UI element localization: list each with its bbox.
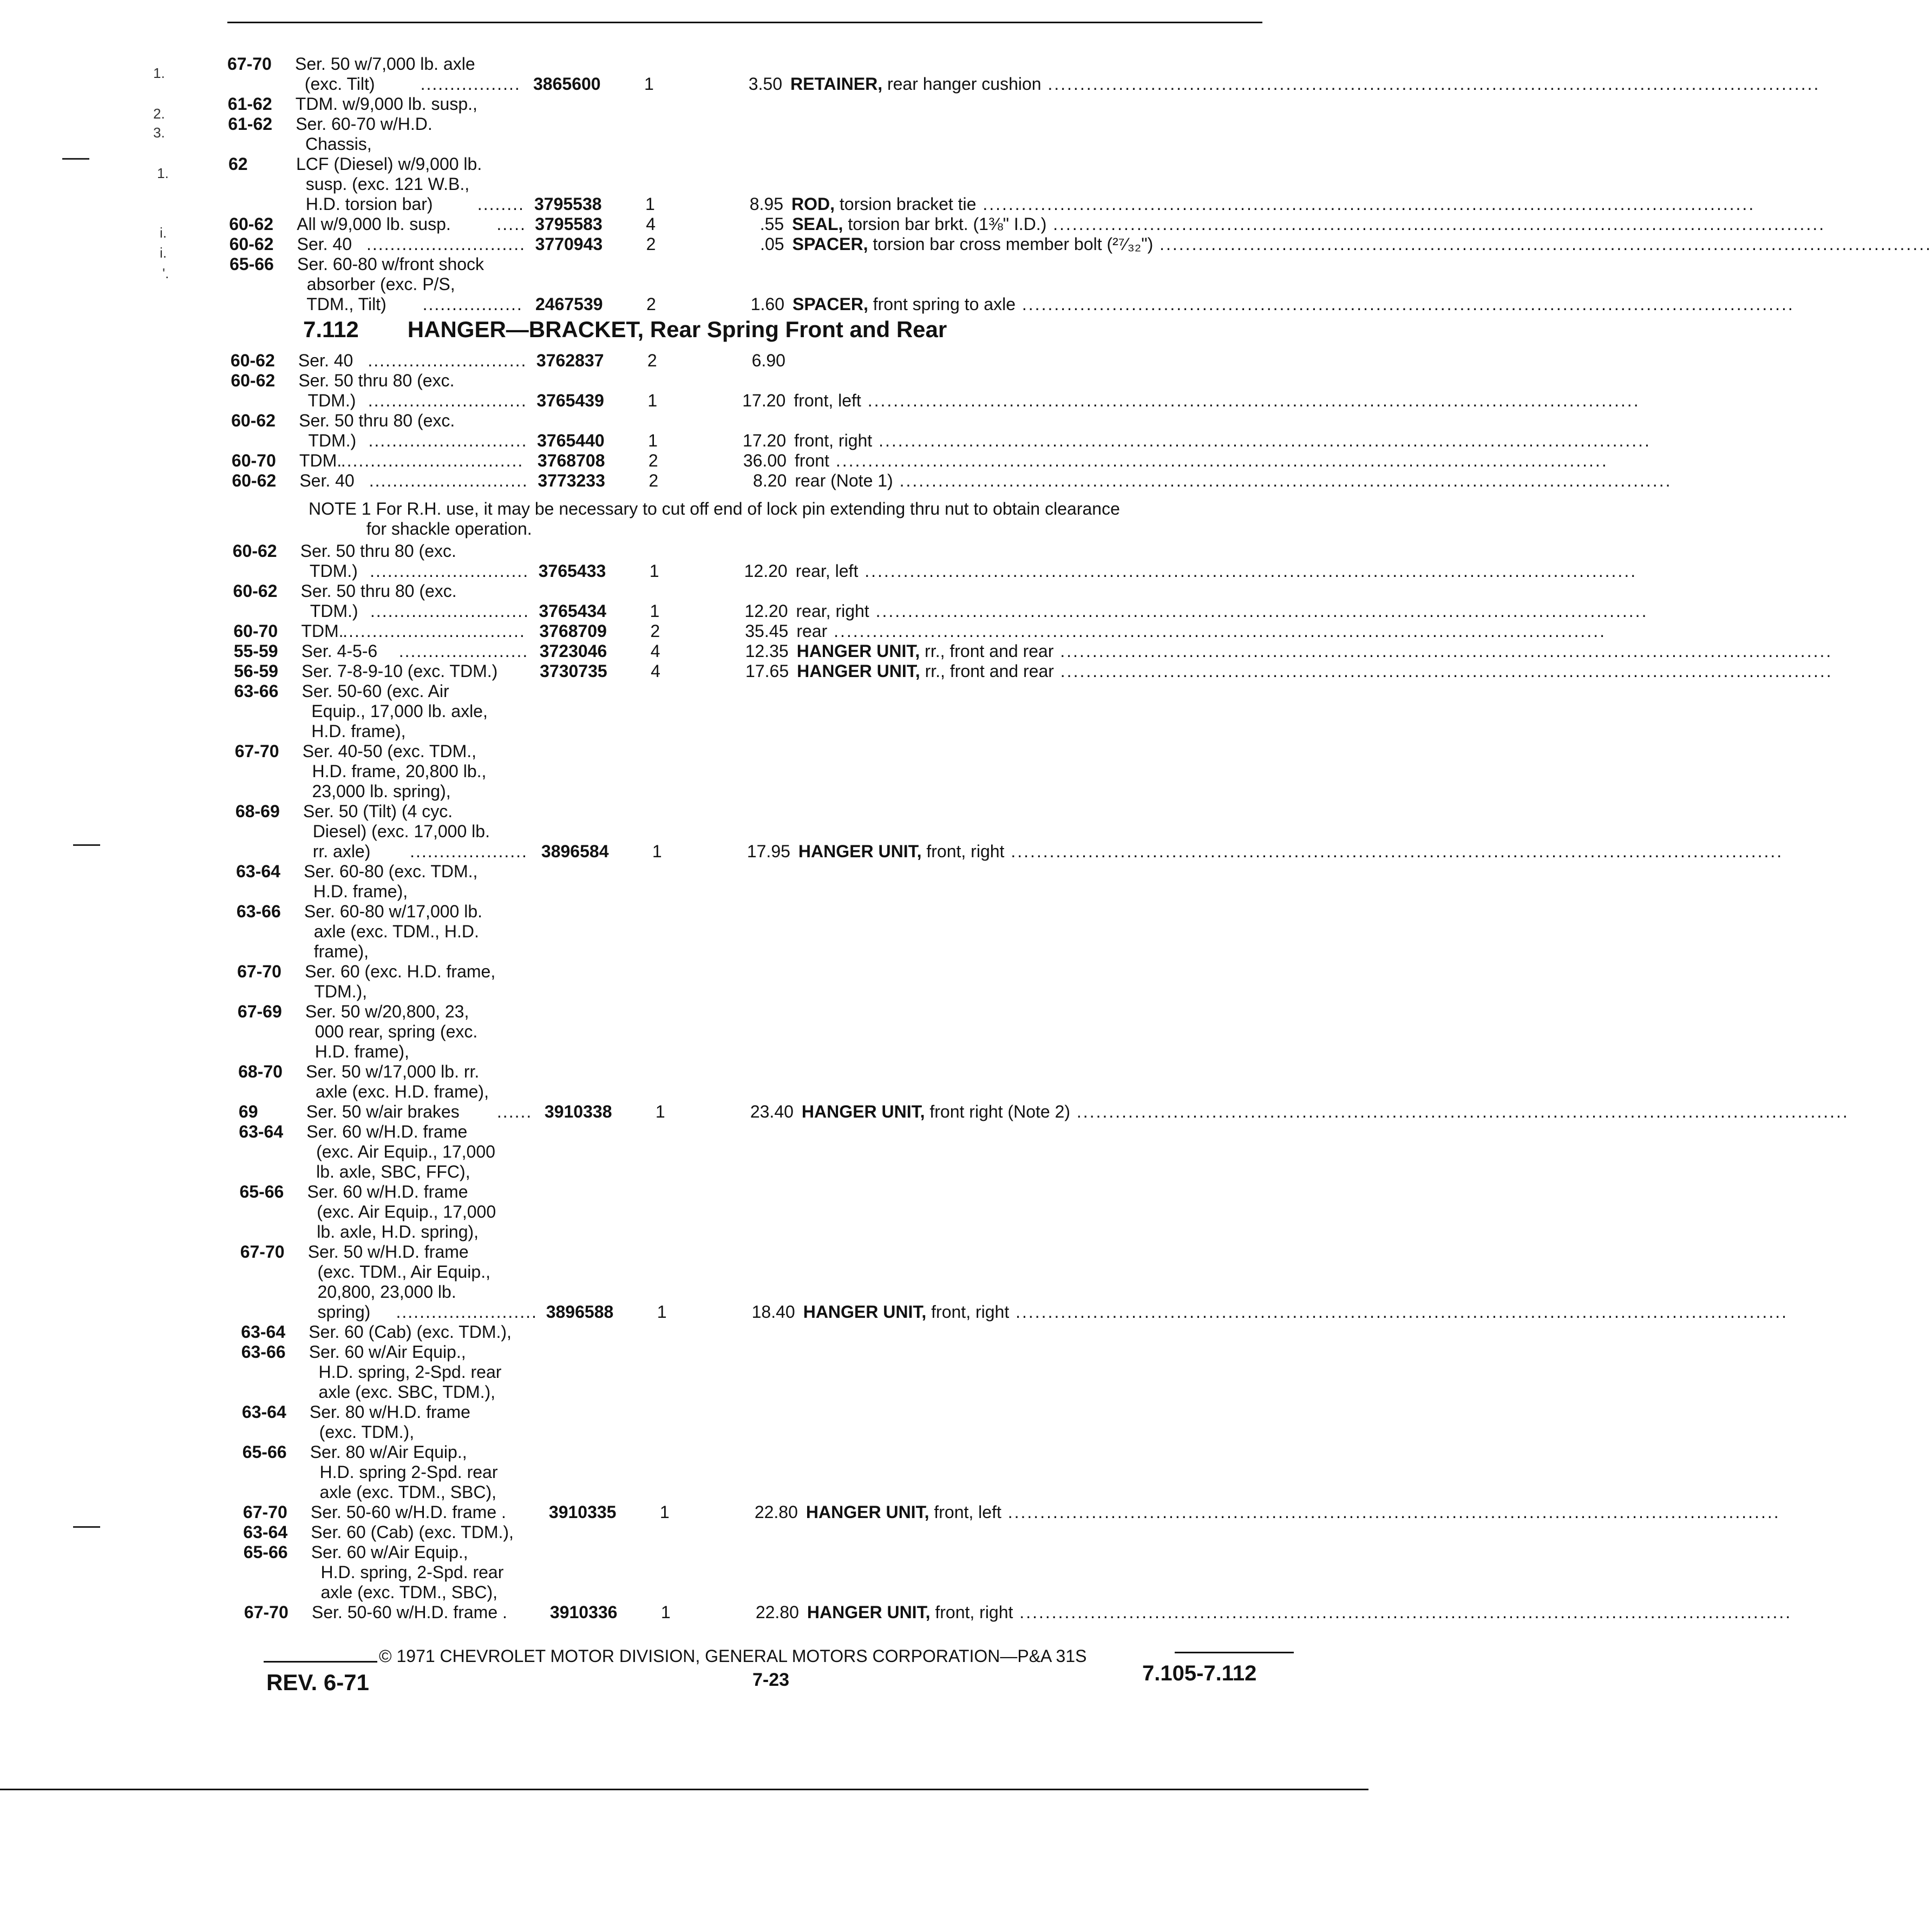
model-description: rr. axle) [303, 842, 371, 861]
price: .55 [759, 214, 784, 234]
quantity: 1 [645, 194, 655, 214]
model-years: 60-62 [232, 471, 277, 490]
model-description: 20,800, 23,000 lb. [307, 1282, 456, 1302]
part-description [796, 601, 1648, 621]
part-description [796, 621, 1606, 641]
part-number: 3765433 [538, 561, 606, 581]
model-description: Ser. 60-70 w/H.D. [296, 114, 433, 134]
model-description: Ser. 50 w/20,800, 23, [305, 1002, 469, 1021]
margin-mark: i. [160, 245, 167, 261]
part-description [807, 1602, 1792, 1622]
part-description [792, 234, 1932, 254]
part-detail: front, left [934, 1502, 1001, 1522]
price: 17.20 [742, 391, 786, 410]
model-years: 60-62 [229, 234, 274, 254]
model-description: Ser. 50 thru 80 (exc. [300, 541, 456, 561]
part-name: HANGER UNIT, [807, 1602, 931, 1622]
model-years: 60-70 [233, 621, 278, 641]
model-description: axle (exc. TDM., H.D. [304, 922, 479, 941]
part-detail: rr., front and rear [925, 641, 1054, 661]
model-description: 23,000 lb. spring), [302, 781, 451, 801]
note-1-line-2: for shackle operation. [309, 519, 532, 538]
model-description: Ser. 40 [297, 234, 352, 254]
model-years: 60-62 [229, 214, 274, 234]
part-name: SPACER, [792, 294, 868, 314]
model-years: 63-64 [239, 1122, 284, 1141]
part-number: 3910338 [544, 1102, 612, 1121]
model-years: 63-64 [243, 1522, 288, 1542]
model-description: TDM. [301, 621, 344, 641]
footer-page-number: 7-23 [752, 1670, 790, 1690]
leader-dots: ........................................................................................................................ [869, 601, 1648, 621]
model-years: 65-66 [243, 1542, 288, 1562]
quantity: 1 [647, 391, 658, 410]
part-detail: torsion bar brkt. (1⅜" I.D.) [848, 214, 1047, 234]
model-years: 63-66 [236, 902, 281, 921]
model-description: Equip., 17,000 lb. axle, [302, 701, 488, 721]
part-number: 3896588 [546, 1302, 614, 1322]
margin-mark: 3. [153, 124, 165, 141]
model-description: H.D. frame), [305, 1042, 409, 1061]
part-number: 3896584 [541, 842, 609, 861]
footer-copyright: © 1971 CHEVROLET MOTOR DIVISION, GENERAL MOTORS CORPORATION—P&A 31S [379, 1646, 1087, 1666]
model-years: 65-66 [229, 254, 274, 274]
leader-dots: ..... [496, 214, 526, 234]
part-detail: front, right [935, 1602, 1013, 1622]
quantity: 1 [657, 1302, 667, 1322]
price: 17.65 [745, 661, 789, 681]
part-description [796, 641, 1833, 661]
leader-dots: ........................ [396, 1302, 538, 1322]
model-description: TDM. [299, 451, 342, 470]
model-years: 63-66 [234, 681, 279, 701]
part-number: 3730735 [540, 661, 607, 681]
quantity: 1 [644, 74, 654, 94]
model-years: 67-70 [240, 1242, 285, 1262]
model-description: Ser. 60 w/Air Equip., [309, 1342, 466, 1362]
model-years: 60-62 [231, 411, 276, 430]
part-number: 3765439 [536, 391, 604, 410]
price: 6.90 [751, 351, 785, 370]
model-description: susp. (exc. 121 W.B., [296, 174, 470, 194]
leader-dots: ........................................................................................................................ [1041, 74, 1820, 94]
model-description: TDM.), [305, 982, 368, 1001]
model-description: Ser. 7-8-9-10 (exc. TDM.) [302, 661, 498, 681]
margin-dash [73, 844, 100, 846]
quantity: 1 [659, 1502, 670, 1522]
leader-dots: ........................... [369, 471, 528, 490]
leader-dots: ........................................................................................................................ [1153, 234, 1932, 254]
part-name: HANGER UNIT, [798, 842, 922, 861]
model-description: lb. axle, SBC, FFC), [306, 1162, 470, 1181]
leader-dots: ........................................................................................................................ [1016, 294, 1795, 314]
leader-dots: ................. [420, 74, 521, 94]
margin-dash [73, 1526, 100, 1528]
model-description: Ser. 60 w/Air Equip., [311, 1542, 468, 1562]
model-years: 56-59 [234, 661, 278, 681]
price: 8.95 [749, 194, 783, 214]
quantity: 4 [646, 214, 656, 234]
model-description: H.D. frame, 20,800 lb., [302, 761, 487, 781]
part-number: 3723046 [539, 641, 607, 661]
model-description: Ser. 50 (Tilt) (4 cyc. [303, 802, 453, 821]
model-description: Ser. 50-60 w/H.D. frame . [310, 1502, 506, 1522]
part-detail: front [794, 451, 829, 470]
model-description: (exc. Tilt) [295, 74, 375, 94]
model-description: Ser. 40-50 (exc. TDM., [302, 741, 476, 761]
margin-mark: i. [160, 225, 167, 241]
part-name: SPACER, [792, 234, 868, 254]
footer-section-range: 7.105-7.112 [1142, 1661, 1257, 1685]
model-description: (exc. Air Equip., 17,000 [307, 1202, 496, 1221]
part-number: 3910336 [549, 1602, 618, 1622]
model-years: 65-66 [242, 1442, 287, 1462]
part-description [797, 661, 1833, 681]
part-name: ROD, [791, 194, 835, 214]
leader-dots: ........................... [370, 561, 529, 581]
part-number: 3910335 [548, 1502, 617, 1522]
quantity: 1 [649, 561, 659, 581]
model-description: H.D. spring 2-Spd. rear [310, 1462, 498, 1482]
leader-dots: ........................................................................................................................ [976, 194, 1756, 214]
model-description: (exc. TDM., Air Equip., [307, 1262, 490, 1282]
part-description [805, 1502, 1780, 1522]
price: 12.20 [744, 561, 788, 581]
model-description: axle (exc. TDM., SBC), [310, 1482, 497, 1502]
model-description: LCF (Diesel) w/9,000 lb. [296, 154, 482, 174]
part-description [803, 1302, 1788, 1322]
price: 3.50 [748, 74, 782, 94]
model-description: lb. axle, H.D. spring), [307, 1222, 479, 1241]
margin-dash [62, 158, 89, 160]
margin-mark: '. [162, 265, 169, 281]
quantity: 2 [649, 471, 659, 490]
quantity: 2 [646, 234, 656, 254]
model-description: Ser. 60 (Cab) (exc. TDM.), [309, 1322, 512, 1342]
model-description: Ser. 40 [299, 471, 355, 490]
leader-dots: ........................................................................................................................ [872, 431, 1651, 450]
price: 17.20 [743, 431, 787, 450]
leader-dots: ........................................................................................................................ [1070, 1102, 1849, 1121]
model-years: 67-69 [237, 1002, 282, 1021]
quantity: 2 [647, 351, 657, 370]
model-years: 67-70 [227, 54, 272, 74]
model-description: Ser. 60-80 (exc. TDM., [304, 862, 478, 881]
quantity: 1 [648, 431, 658, 450]
part-number: 3768709 [539, 621, 607, 641]
part-detail: front, right [794, 431, 873, 450]
price: 12.35 [745, 641, 789, 661]
model-years: 63-64 [236, 862, 280, 881]
price: 1.60 [750, 294, 784, 314]
leader-dots: ........................................................................................................................ [827, 621, 1606, 641]
model-years: 67-70 [234, 741, 279, 761]
part-name: HANGER UNIT, [797, 661, 920, 681]
part-detail: rear [796, 621, 828, 641]
leader-dots: ............................... [340, 451, 524, 470]
model-description: H.D. frame), [302, 721, 406, 741]
part-number: 3770943 [535, 234, 603, 254]
part-detail: rear, right [796, 601, 869, 621]
leader-dots: ........................................................................................................................ [1053, 661, 1833, 681]
leader-dots: ...................... [398, 641, 529, 661]
model-years: 67-70 [243, 1502, 287, 1522]
model-years: 68-69 [235, 802, 280, 821]
model-description: Ser. 60 w/H.D. frame [306, 1122, 468, 1141]
leader-dots: ........................................................................................................................ [861, 391, 1640, 410]
part-number: 3795538 [534, 194, 602, 214]
section-number: 7.112 [303, 317, 359, 342]
footer-rule-left [264, 1661, 377, 1663]
model-years: 60-62 [232, 541, 277, 561]
part-description [794, 451, 1608, 471]
part-detail: rear (Note 1) [795, 471, 893, 490]
margin-mark: 2. [153, 106, 165, 122]
price: 23.40 [750, 1102, 794, 1121]
part-number: 3765434 [539, 601, 607, 621]
part-number: 3768708 [537, 451, 605, 470]
part-name: RETAINER, [790, 74, 883, 94]
model-description: Ser. 60 w/H.D. frame [307, 1182, 468, 1201]
part-name: HANGER UNIT, [796, 641, 920, 661]
quantity: 2 [646, 294, 656, 314]
model-description: Ser. 50-60 (exc. Air [302, 681, 449, 701]
model-description: Ser. 50 thru 80 (exc. [300, 581, 457, 601]
part-detail: rear hanger cushion [887, 74, 1042, 94]
leader-dots: ................. [422, 294, 523, 314]
model-years: 60-62 [230, 351, 275, 370]
model-years: 63-64 [241, 1322, 286, 1342]
quantity: 1 [660, 1602, 671, 1622]
model-years: 69 [238, 1102, 258, 1121]
quantity: 1 [655, 1102, 665, 1121]
price: 8.20 [753, 471, 787, 490]
price: 36.00 [743, 451, 787, 470]
part-number: 3765440 [537, 431, 605, 450]
top-rule [227, 22, 1262, 23]
part-detail: torsion bar cross member bolt (²⁷⁄₃₂") [873, 234, 1154, 254]
model-description: All w/9,000 lb. susp. [297, 214, 451, 234]
quantity: 4 [650, 641, 660, 661]
model-years: 68-70 [238, 1062, 283, 1081]
leader-dots: ........ [477, 194, 525, 214]
model-description: Diesel) (exc. 17,000 lb. [303, 822, 490, 841]
part-number: 3762837 [536, 351, 604, 370]
part-detail: front, left [794, 391, 861, 410]
footer-rule-right [1175, 1652, 1294, 1653]
footer-revision: REV. 6-71 [266, 1670, 369, 1695]
price: 35.45 [745, 621, 789, 641]
section-title [303, 317, 947, 343]
part-number: 3773233 [538, 471, 605, 490]
model-description: Ser. 60 (Cab) (exc. TDM.), [311, 1522, 514, 1542]
part-number: 3795583 [535, 214, 602, 234]
leader-dots: ........................... [368, 431, 528, 450]
price: 22.80 [755, 1602, 799, 1622]
part-description [790, 74, 1820, 94]
part-name: HANGER UNIT, [805, 1502, 929, 1522]
leader-dots: ........................... [368, 391, 527, 410]
leader-dots: ........................... [368, 351, 527, 370]
model-description: Ser. 50-60 w/H.D. frame . [311, 1602, 507, 1622]
model-years: 65-66 [239, 1182, 284, 1201]
model-description: TDM., Tilt) [297, 294, 387, 314]
part-description [794, 431, 1651, 451]
part-description [798, 842, 1784, 862]
section-heading: HANGER—BRACKET, Rear Spring Front and Rear [407, 317, 947, 342]
note-1-line-1: NOTE 1 For R.H. use, it may be necessary to cut off end of lock pin extending thru nut to obtain clearance [309, 499, 1120, 518]
model-description: Ser. 50 thru 80 (exc. [298, 371, 455, 390]
part-description [794, 391, 1640, 411]
model-description: axle (exc. TDM., SBC), [311, 1582, 498, 1602]
part-description [795, 471, 1672, 491]
model-description: Chassis, [296, 134, 372, 154]
model-description: H.D. spring, 2-Spd. rear [311, 1562, 504, 1582]
model-years: 55-59 [233, 641, 278, 661]
quantity: 1 [650, 601, 660, 621]
model-description: axle (exc. H.D. frame), [306, 1082, 489, 1101]
model-description: (exc. Air Equip., 17,000 [306, 1142, 495, 1161]
model-description: (exc. TDM.), [309, 1422, 415, 1442]
leader-dots: ........................................................................................................................ [829, 451, 1608, 470]
part-number: 3865600 [533, 74, 601, 94]
model-description: Ser. 4-5-6 [301, 641, 378, 661]
model-description: frame), [304, 942, 369, 961]
model-description: TDM.) [298, 391, 356, 410]
price: 18.40 [751, 1302, 795, 1322]
leader-dots: .................... [410, 842, 528, 861]
quantity: 2 [648, 451, 658, 470]
quantity: 2 [650, 621, 660, 641]
part-detail: front, right [931, 1302, 1010, 1322]
part-detail: rr., front and rear [925, 661, 1054, 681]
margin-mark: 1. [153, 65, 165, 81]
model-years: 67-70 [244, 1602, 289, 1622]
model-description: absorber (exc. P/S, [297, 274, 455, 294]
part-detail: front right (Note 2) [929, 1102, 1071, 1121]
part-detail: torsion bracket tie [839, 194, 977, 214]
price: .05 [760, 234, 784, 254]
model-description: TDM.) [299, 431, 357, 450]
model-description: spring) [307, 1302, 371, 1322]
model-description: Ser. 40 [298, 351, 353, 370]
model-description: axle (exc. SBC, TDM.), [309, 1382, 496, 1402]
model-description: Ser. 50 w/air brakes [306, 1102, 460, 1121]
leader-dots: ........................... [370, 601, 529, 621]
part-description [801, 1102, 1849, 1122]
model-description: TDM. w/9,000 lb. susp., [295, 94, 477, 114]
part-detail: front, right [926, 842, 1005, 861]
leader-dots: ............................... [343, 621, 526, 641]
leader-dots: ........................................................................................................................ [1004, 842, 1784, 861]
part-detail: rear, left [795, 561, 859, 581]
part-description [792, 214, 1826, 234]
price: 22.80 [754, 1502, 798, 1522]
model-description: H.D. frame), [304, 882, 408, 901]
price: 17.95 [746, 842, 790, 861]
leader-dots: ........................................................................................................................ [858, 561, 1638, 581]
model-description: Ser. 50 w/H.D. frame [307, 1242, 469, 1262]
leader-dots: ........................................................................................................................ [1053, 641, 1833, 661]
leader-dots: ...... [496, 1102, 533, 1121]
part-name: SEAL, [792, 214, 843, 234]
model-description: Ser. 60 (exc. H.D. frame, [305, 962, 496, 981]
part-name: HANGER UNIT, [801, 1102, 925, 1121]
part-description [795, 561, 1638, 581]
part-detail: front spring to axle [873, 294, 1016, 314]
model-years: 63-66 [241, 1342, 286, 1362]
model-description: TDM.) [300, 561, 358, 581]
leader-dots: ........................................................................................................................ [1001, 1502, 1780, 1522]
price: 12.20 [744, 601, 788, 621]
model-description: Ser. 50 w/17,000 lb. rr. [306, 1062, 480, 1081]
model-years: 67-70 [237, 962, 281, 981]
model-description: Ser. 60-80 w/17,000 lb. [304, 902, 483, 921]
leader-dots: ........................................................................................................................ [1013, 1602, 1792, 1622]
model-description: TDM.) [300, 601, 358, 621]
model-description: Ser. 50 thru 80 (exc. [299, 411, 455, 430]
bottom-rule [0, 1789, 1368, 1790]
leader-dots: ........................................................................................................................ [1046, 214, 1826, 234]
model-description: Ser. 80 w/H.D. frame [309, 1402, 470, 1422]
leader-dots: ........................................................................................................................ [1009, 1302, 1788, 1322]
part-name: HANGER UNIT, [803, 1302, 927, 1322]
model-description: Ser. 80 w/Air Equip., [310, 1442, 467, 1462]
part-description [791, 194, 1756, 214]
model-years: 63-64 [241, 1402, 286, 1422]
model-description: Ser. 60-80 w/front shock [297, 254, 484, 274]
model-description: H.D. torsion bar) [296, 194, 433, 214]
leader-dots: ........................................................................................................................ [893, 471, 1672, 490]
model-years: 60-70 [231, 451, 276, 470]
leader-dots: ........................... [366, 234, 526, 254]
model-description: Ser. 50 w/7,000 lb. axle [295, 54, 475, 74]
part-description [792, 294, 1795, 314]
model-description: 000 rear, spring (exc. [305, 1022, 478, 1041]
quantity: 4 [651, 661, 660, 681]
model-years: 60-62 [233, 581, 278, 601]
model-years: 61-62 [228, 114, 273, 134]
model-years: 61-62 [227, 94, 272, 114]
model-years: 62 [228, 154, 248, 174]
model-years: 60-62 [231, 371, 276, 390]
part-number: 2467539 [535, 294, 603, 314]
quantity: 1 [652, 842, 662, 861]
model-description: H.D. spring, 2-Spd. rear [309, 1362, 502, 1382]
margin-mark: 1. [157, 165, 169, 181]
